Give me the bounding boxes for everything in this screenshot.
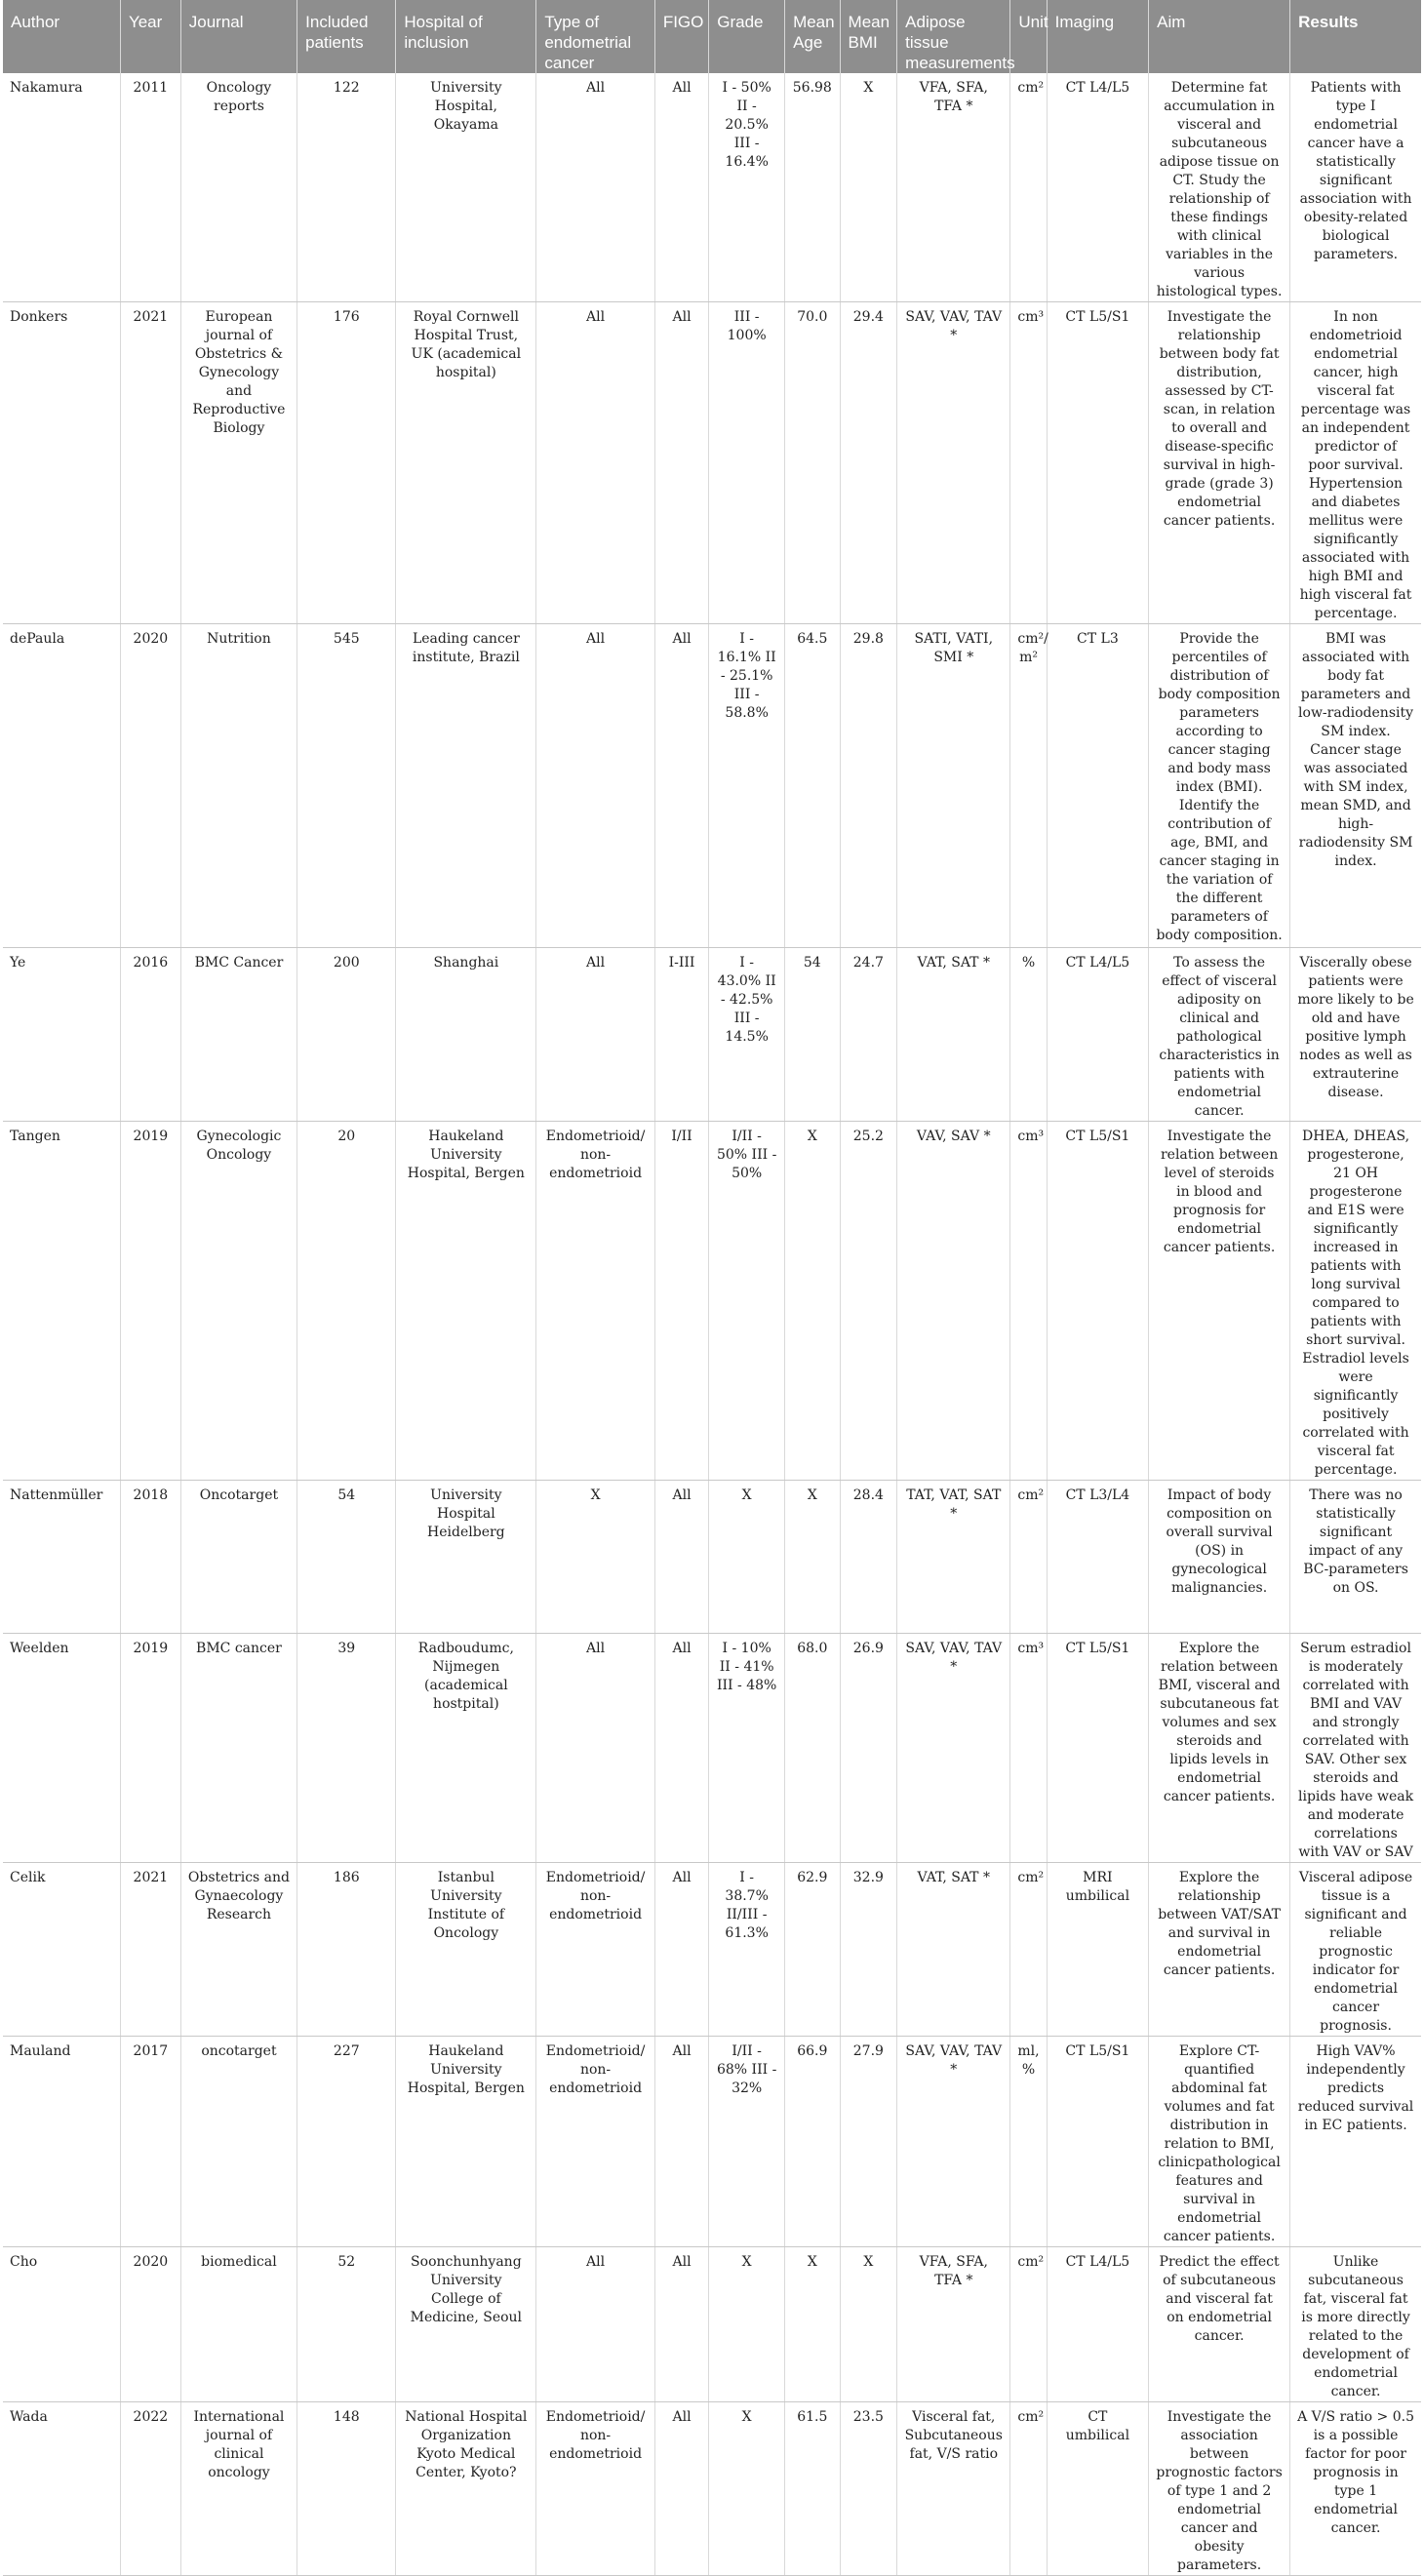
- table-row: [3, 1634, 1421, 1863]
- cell-author: Weelden: [3, 1634, 120, 1863]
- cell-figo: All: [654, 2247, 708, 2402]
- table-row: [3, 1481, 1421, 1634]
- cell-included: 148: [297, 2402, 396, 2576]
- cell-journal: Nutrition: [180, 624, 297, 948]
- cell-mean-bmi: 27.9: [840, 2037, 897, 2247]
- cell-grade: I - 38.7% II/III - 61.3%: [709, 1863, 785, 2037]
- cell-unit: cm²: [1010, 73, 1047, 302]
- cell-unit: %: [1010, 948, 1047, 1122]
- cell-grade: I - 10% II - 41% III - 48%: [709, 1634, 785, 1863]
- cell-included: 200: [297, 948, 396, 1122]
- cell-type: Endometrioid/ non-endometrioid: [536, 2037, 655, 2247]
- cell-author: Nattenmüller: [3, 1481, 120, 1634]
- cell-results: In non endometrioid endometrial cancer, high visceral fat percentage was an independent predictor of poor survival. Hypertension and diabetes mellitus were significantly associated with high BMI and high visceral fat percentage.: [1290, 302, 1421, 624]
- cell-type: Endometrioid/ non-endometrioid: [536, 1122, 655, 1481]
- cell-journal: biomedical: [180, 2247, 297, 2402]
- cell-year: 2022: [120, 2402, 180, 2576]
- cell-mean-bmi: 24.7: [840, 948, 897, 1122]
- cell-aim: Investigate the relation between level of steroids in blood and prognosis for endometrial cancer patients.: [1149, 1122, 1290, 1481]
- table-body: [3, 73, 1421, 2576]
- cell-aim: Explore CT-quantified abdominal fat volumes and fat distribution in relation to BMI, clinicpathological features and survival in endometrial cancer patients.: [1149, 2037, 1290, 2247]
- cell-adipose: SATI, VATI, SMI *: [897, 624, 1010, 948]
- cell-mean-age: 61.5: [785, 2402, 840, 2576]
- header-grade: Grade: [709, 0, 785, 73]
- cell-journal: BMC cancer: [180, 1634, 297, 1863]
- header-journal: Journal: [180, 0, 297, 73]
- cell-aim: Explore the relationship between VAT/SAT and survival in endometrial cancer patients.: [1149, 1863, 1290, 2037]
- cell-mean-bmi: 29.8: [840, 624, 897, 948]
- cell-hospital: Istanbul University Institute of Oncology: [396, 1863, 536, 2037]
- cell-mean-bmi: 25.2: [840, 1122, 897, 1481]
- cell-results: Serum estradiol is moderately correlated with BMI and VAV and strongly correlated with SAV. Other sex steroids and lipids have weak and moderate correlations with VAV or SAV: [1290, 1634, 1421, 1863]
- cell-mean-bmi: 29.4: [840, 302, 897, 624]
- cell-type: X: [536, 1481, 655, 1634]
- cell-imaging: CT umbilical: [1047, 2402, 1148, 2576]
- cell-unit: cm³: [1010, 302, 1047, 624]
- cell-hospital: Haukeland University Hospital, Bergen: [396, 2037, 536, 2247]
- cell-mean-age: 54: [785, 948, 840, 1122]
- cell-type: All: [536, 2247, 655, 2402]
- cell-figo: I-III: [654, 948, 708, 1122]
- cell-journal: European journal of Obstetrics & Gynecology and Reproductive Biology: [180, 302, 297, 624]
- cell-grade: I - 43.0% II - 42.5% III - 14.5%: [709, 948, 785, 1122]
- cell-year: 2019: [120, 1122, 180, 1481]
- cell-year: 2020: [120, 624, 180, 948]
- cell-author: Donkers: [3, 302, 120, 624]
- table-row: [3, 2247, 1421, 2402]
- cell-aim: Impact of body composition on overall survival (OS) in gynecological malignancies.: [1149, 1481, 1290, 1634]
- cell-author: Cho: [3, 2247, 120, 2402]
- cell-included: 122: [297, 73, 396, 302]
- cell-grade: I - 16.1% II - 25.1% III - 58.8%: [709, 624, 785, 948]
- cell-journal: BMC Cancer: [180, 948, 297, 1122]
- cell-hospital: Soonchunhyang University College of Medicine, Seoul: [396, 2247, 536, 2402]
- cell-mean-bmi: 23.5: [840, 2402, 897, 2576]
- cell-journal: oncotarget: [180, 2037, 297, 2247]
- cell-author: Celik: [3, 1863, 120, 2037]
- cell-mean-bmi: 26.9: [840, 1634, 897, 1863]
- cell-unit: cm²/ m²: [1010, 624, 1047, 948]
- cell-mean-age: 56.98: [785, 73, 840, 302]
- cell-mean-bmi: X: [840, 2247, 897, 2402]
- study-table: [3, 0, 1421, 2576]
- cell-imaging: CT L5/S1: [1047, 1122, 1148, 1481]
- cell-adipose: TAT, VAT, SAT *: [897, 1481, 1010, 1634]
- cell-hospital: University Hospital, Okayama: [396, 73, 536, 302]
- cell-year: 2017: [120, 2037, 180, 2247]
- cell-unit: cm³: [1010, 1122, 1047, 1481]
- cell-grade: I/II - 68% III - 32%: [709, 2037, 785, 2247]
- cell-results: Visceral adipose tissue is a significant and reliable prognostic indicator for endometrial cancer prognosis.: [1290, 1863, 1421, 2037]
- cell-author: Ye: [3, 948, 120, 1122]
- cell-results: There was no statistically significant impact of any BC-parameters on OS.: [1290, 1481, 1421, 1634]
- table-row: [3, 624, 1421, 948]
- cell-results: A V/S ratio > 0.5 is a possible factor for poor prognosis in type 1 endometrial cancer.: [1290, 2402, 1421, 2576]
- cell-type: All: [536, 1634, 655, 1863]
- cell-imaging: CT L3: [1047, 624, 1148, 948]
- cell-type: All: [536, 302, 655, 624]
- cell-unit: cm²: [1010, 2402, 1047, 2576]
- cell-included: 176: [297, 302, 396, 624]
- cell-grade: I/II - 50% III - 50%: [709, 1122, 785, 1481]
- cell-year: 2021: [120, 302, 180, 624]
- cell-type: All: [536, 948, 655, 1122]
- cell-imaging: CT L4/L5: [1047, 73, 1148, 302]
- header-hospital: Hospital of inclusion: [396, 0, 536, 73]
- cell-imaging: CT L4/L5: [1047, 948, 1148, 1122]
- cell-year: 2016: [120, 948, 180, 1122]
- cell-hospital: University Hospital Heidelberg: [396, 1481, 536, 1634]
- cell-adipose: Visceral fat, Subcutaneous fat, V/S ratio: [897, 2402, 1010, 2576]
- cell-author: Nakamura: [3, 73, 120, 302]
- cell-results: DHEA, DHEAS, progesterone, 21 OH progesterone and E1S were significantly increased in patients with long survival compared to patients with short survival. Estradiol levels were significantly positively correlated with visceral fat percentage.: [1290, 1122, 1421, 1481]
- cell-type: Endometrioid/ non-endometrioid: [536, 1863, 655, 2037]
- header-mean-age: Mean Age: [785, 0, 840, 73]
- cell-aim: Investigate the relationship between body fat distribution, assessed by CT-scan, in relation to overall and disease-specific survival in high-grade (grade 3) endometrial cancer patients.: [1149, 302, 1290, 624]
- cell-imaging: CT L3/L4: [1047, 1481, 1148, 1634]
- cell-author: Wada: [3, 2402, 120, 2576]
- cell-figo: All: [654, 302, 708, 624]
- cell-figo: All: [654, 73, 708, 302]
- cell-imaging: MRI umbilical: [1047, 1863, 1148, 2037]
- cell-adipose: VFA, SFA, TFA *: [897, 73, 1010, 302]
- cell-author: Mauland: [3, 2037, 120, 2247]
- cell-mean-bmi: 32.9: [840, 1863, 897, 2037]
- table-row: [3, 2402, 1421, 2576]
- cell-grade: X: [709, 2247, 785, 2402]
- header-included-patients: Included patients: [297, 0, 396, 73]
- cell-results: Viscerally obese patients were more likely to be old and have positive lymph nodes as well as extrauterine disease.: [1290, 948, 1421, 1122]
- cell-unit: cm²: [1010, 1863, 1047, 2037]
- cell-adipose: SAV, VAV, TAV *: [897, 2037, 1010, 2247]
- cell-adipose: VAT, SAT *: [897, 948, 1010, 1122]
- cell-figo: All: [654, 1863, 708, 2037]
- cell-mean-age: 64.5: [785, 624, 840, 948]
- cell-hospital: Royal Cornwell Hospital Trust, UK (academical hospital): [396, 302, 536, 624]
- table-row: [3, 1863, 1421, 2037]
- cell-mean-age: 62.9: [785, 1863, 840, 2037]
- header-unit: Unit: [1010, 0, 1047, 73]
- cell-grade: X: [709, 2402, 785, 2576]
- cell-results: Patients with type I endometrial cancer have a statistically significant association with obesity-related biological parameters.: [1290, 73, 1421, 302]
- cell-figo: All: [654, 2037, 708, 2247]
- cell-grade: III - 100%: [709, 302, 785, 624]
- cell-included: 227: [297, 2037, 396, 2247]
- cell-unit: cm²: [1010, 2247, 1047, 2402]
- cell-journal: Oncotarget: [180, 1481, 297, 1634]
- cell-mean-age: X: [785, 2247, 840, 2402]
- cell-adipose: VFA, SFA, TFA *: [897, 2247, 1010, 2402]
- cell-mean-bmi: 28.4: [840, 1481, 897, 1634]
- cell-aim: Provide the percentiles of distribution of body composition parameters according to cancer staging and body mass index (BMI). Identify the contribution of age, BMI, and cancer staging in the variation of the different parameters of body composition.: [1149, 624, 1290, 948]
- cell-type: Endometrioid/ non-endometrioid: [536, 2402, 655, 2576]
- header-mean-bmi: Mean BMI: [840, 0, 897, 73]
- cell-imaging: CT L4/L5: [1047, 2247, 1148, 2402]
- cell-figo: All: [654, 1481, 708, 1634]
- cell-imaging: CT L5/S1: [1047, 302, 1148, 624]
- cell-included: 54: [297, 1481, 396, 1634]
- cell-unit: cm²: [1010, 1481, 1047, 1634]
- cell-aim: Determine fat accumulation in visceral and subcutaneous adipose tissue on CT. Study the relationship of these findings with clinical variables in the various histological types.: [1149, 73, 1290, 302]
- cell-adipose: VAV, SAV *: [897, 1122, 1010, 1481]
- header-figo: FIGO: [654, 0, 708, 73]
- cell-aim: Investigate the association between prognostic factors of type 1 and 2 endometrial cancer and obesity parameters.: [1149, 2402, 1290, 2576]
- cell-figo: I/II: [654, 1122, 708, 1481]
- cell-figo: All: [654, 624, 708, 948]
- cell-author: dePaula: [3, 624, 120, 948]
- cell-type: All: [536, 624, 655, 948]
- header-aim: Aim: [1149, 0, 1290, 73]
- cell-results: Unlike subcutaneous fat, visceral fat is more directly related to the development of endometrial cancer.: [1290, 2247, 1421, 2402]
- table-header: [3, 0, 1421, 73]
- cell-imaging: CT L5/S1: [1047, 1634, 1148, 1863]
- cell-results: BMI was associated with body fat parameters and low-radiodensity SM index. Cancer stage was associated with SM index, mean SMD, and high-radiodensity SM index.: [1290, 624, 1421, 948]
- cell-unit: cm³: [1010, 1634, 1047, 1863]
- cell-year: 2020: [120, 2247, 180, 2402]
- header-author: Author: [3, 0, 120, 73]
- cell-adipose: SAV, VAV, TAV *: [897, 302, 1010, 624]
- cell-figo: All: [654, 2402, 708, 2576]
- table-row: [3, 2037, 1421, 2247]
- cell-imaging: CT L5/S1: [1047, 2037, 1148, 2247]
- cell-aim: Predict the effect of subcutaneous and visceral fat on endometrial cancer.: [1149, 2247, 1290, 2402]
- header-cancer-type: Type of endometrial cancer: [536, 0, 655, 73]
- header-adipose: Adipose tissue measurements: [897, 0, 1010, 73]
- cell-included: 52: [297, 2247, 396, 2402]
- table-row: [3, 302, 1421, 624]
- cell-grade: I - 50% II - 20.5% III - 16.4%: [709, 73, 785, 302]
- table-row: [3, 948, 1421, 1122]
- cell-journal: Obstetrics and Gynaecology Research: [180, 1863, 297, 2037]
- cell-year: 2018: [120, 1481, 180, 1634]
- cell-adipose: SAV, VAV, TAV *: [897, 1634, 1010, 1863]
- cell-hospital: Radboudumc, Nijmegen (academical hostpital): [396, 1634, 536, 1863]
- cell-aim: Explore the relation between BMI, visceral and subcutaneous fat volumes and sex steroids and lipids levels in endometrial cancer patients.: [1149, 1634, 1290, 1863]
- cell-results: High VAV% independently predicts reduced survival in EC patients.: [1290, 2037, 1421, 2247]
- header-row: [3, 0, 1421, 73]
- cell-year: 2011: [120, 73, 180, 302]
- cell-included: 186: [297, 1863, 396, 2037]
- cell-type: All: [536, 73, 655, 302]
- cell-author: Tangen: [3, 1122, 120, 1481]
- cell-aim: To assess the effect of visceral adiposity on clinical and pathological characteristics in patients with endometrial cancer.: [1149, 948, 1290, 1122]
- cell-included: 39: [297, 1634, 396, 1863]
- cell-journal: Oncology reports: [180, 73, 297, 302]
- cell-hospital: Haukeland University Hospital, Bergen: [396, 1122, 536, 1481]
- cell-hospital: Leading cancer institute, Brazil: [396, 624, 536, 948]
- cell-included: 545: [297, 624, 396, 948]
- cell-mean-age: 66.9: [785, 2037, 840, 2247]
- cell-hospital: National Hospital Organization Kyoto Medical Center, Kyoto?: [396, 2402, 536, 2576]
- cell-figo: All: [654, 1634, 708, 1863]
- cell-adipose: VAT, SAT *: [897, 1863, 1010, 2037]
- cell-grade: X: [709, 1481, 785, 1634]
- cell-journal: International journal of clinical oncology: [180, 2402, 297, 2576]
- cell-year: 2019: [120, 1634, 180, 1863]
- cell-included: 20: [297, 1122, 396, 1481]
- header-results: Results: [1290, 0, 1421, 73]
- header-imaging: Imaging: [1047, 0, 1148, 73]
- cell-mean-age: X: [785, 1122, 840, 1481]
- cell-mean-age: 70.0: [785, 302, 840, 624]
- table-row: [3, 73, 1421, 302]
- cell-mean-bmi: X: [840, 73, 897, 302]
- cell-mean-age: X: [785, 1481, 840, 1634]
- table-row: [3, 1122, 1421, 1481]
- cell-year: 2021: [120, 1863, 180, 2037]
- cell-unit: ml, %: [1010, 2037, 1047, 2247]
- cell-journal: Gynecologic Oncology: [180, 1122, 297, 1481]
- cell-mean-age: 68.0: [785, 1634, 840, 1863]
- cell-hospital: Shanghai: [396, 948, 536, 1122]
- header-year: Year: [120, 0, 180, 73]
